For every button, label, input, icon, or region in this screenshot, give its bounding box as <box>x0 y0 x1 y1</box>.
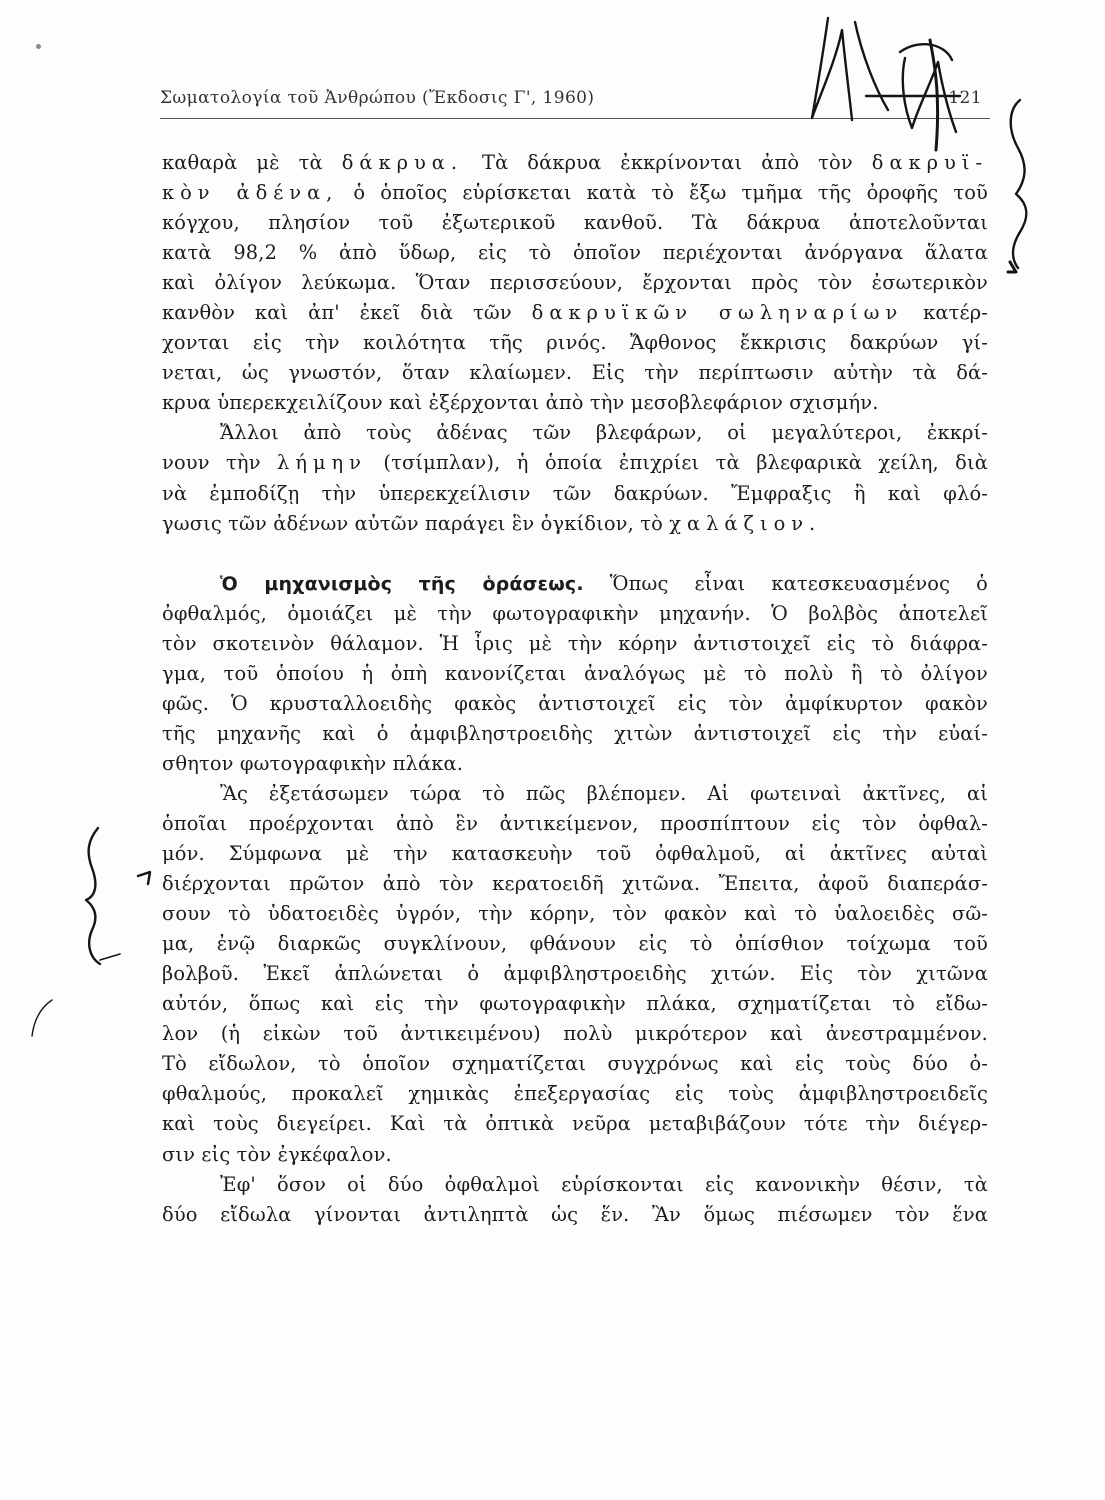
text-line: κρυα ὑπερεκχειλίζουν καὶ ἐξέρχονται ἀπὸ τὴν μεσοβλεφάριον σχισμήν. <box>162 391 879 415</box>
text-line: Ὁ μηχανισμὸς τῆς ὁράσεως. Ὅπως εἶναι κατεσκευασμένος ὁ <box>220 571 988 595</box>
header-title: Σωματολογία τοῦ Ἀνθρώπου (Ἔκδοσις Γ', 1960) <box>160 88 595 108</box>
spaced-term: δακρυϊκῶν σωληναρίων <box>531 301 904 325</box>
text-line: νεται, ὡς γνωστόν, ὅταν κλαίωμεν. Εἰς τὴν περίπτωσιν αὐτὴν τὰ δά- <box>162 361 988 385</box>
text-line: κόγχου, πλησίον τοῦ ἐξωτερικοῦ κανθοῦ. Τὰ δάκρυα ἀποτελοῦνται <box>162 211 988 235</box>
paragraph-vision-mechanism <box>162 569 988 779</box>
left-brace <box>86 828 100 964</box>
text-line: σθητον φωτογραφικὴν πλάκα. <box>162 751 464 775</box>
text-line: κανθὸν καὶ ἀπ' ἐκεῖ διὰ τῶν δακρυϊκῶν σωληναρίων κατέρ- <box>162 301 988 325</box>
margin-mark <box>32 1000 52 1036</box>
text-line: γμα, τοῦ ὁποίου ἡ ὀπὴ κανονίζεται ἀναλόγως μὲ τὸ πολὺ ἢ τὸ ὀλίγον <box>162 661 988 685</box>
text-line: κατὰ 98,2 % ἀπὸ ὕδωρ, εἰς τὸ ὁποῖον περιέχονται ἀνόργανα ἅλατα <box>162 241 988 265</box>
spaced-term: κὸν ἀδένα, <box>162 181 339 205</box>
text-line: χονται εἰς τὴν κοιλότητα τῆς ρινός. Ἄφθονος ἔκκρισις δακρύων γί- <box>162 331 988 355</box>
text-line: καὶ τοὺς διεγείρει. Καὶ τὰ ὀπτικὰ νεῦρα μεταβιβάζουν τότε τὴν διέγερ- <box>162 1112 988 1136</box>
paragraph-gap <box>162 539 988 569</box>
text-line: βολβοῦ. Ἐκεῖ ἁπλώνεται ὁ ἀμφιβληστροειδὴς χιτών. Εἰς τὸν χιτῶνα <box>162 962 988 986</box>
paragraph-how-we-see <box>162 779 988 1170</box>
text-line: σουν τὸ ὑδατοειδὲς ὑγρόν, τὴν κόρην, τὸν φακὸν καὶ τὸ ὑαλοειδὲς σῶ- <box>162 902 988 926</box>
spaced-term: δακρυϊ- <box>871 151 988 174</box>
running-header <box>160 88 990 116</box>
text-line: μόν. Σύμφωνα μὲ τὴν κατασκευὴν τοῦ ὀφθαλμοῦ, αἱ ἀκτῖνες αὐταὶ <box>162 842 988 866</box>
text-line: μα, ἐνῷ διαρκῶς συγκλίνουν, φθάνουν εἰς τὸ ὀπίσθιον τοίχωμα τοῦ <box>162 932 988 956</box>
margin-mark <box>100 954 120 960</box>
text-line: Ἄλλοι ἀπὸ τοὺς ἀδένας τῶν βλεφάρων, οἱ μεγαλύτεροι, ἐκκρί- <box>220 421 988 445</box>
section-heading: Ὁ μηχανισμὸς τῆς ὁράσεως. <box>220 572 584 595</box>
text-line: Τὸ εἴδωλον, τὸ ὁποῖον σχηματίζεται συγχρόνως καὶ εἰς τοὺς δύο ὀ- <box>162 1052 988 1076</box>
right-brace <box>1011 100 1027 268</box>
text-line: Ἐφ' ὅσον οἱ δύο ὀφθαλμοὶ εὑρίσκονται εἰς κανονικὴν θέσιν, τὰ <box>220 1172 988 1196</box>
text-line: σιν εἰς τὸν ἐγκέφαλον. <box>162 1142 392 1166</box>
text-line: νὰ ἐμποδίζῃ τὴν ὑπερεκχείλισιν τῶν δακρύων. Ἔμφραξις ἢ καὶ φλό- <box>162 481 988 505</box>
paragraph-two-images <box>162 1170 988 1230</box>
text-line: καὶ ὀλίγον λεύκωμα. Ὅταν περισσεύουν, ἔρχονται πρὸς τὸν ἐσωτερικὸν <box>162 271 988 295</box>
main-text <box>162 148 988 1230</box>
header-rule <box>160 118 990 119</box>
text-line: διέρχονται πρῶτον ἀπὸ τὸν κερατοειδῆ χιτῶνα. Ἔπειτα, ἀφοῦ διαπεράσ- <box>162 872 988 896</box>
page-number: 121 <box>948 88 982 108</box>
text-line: κὸν ἀδένα, ὁ ὁποῖος εὑρίσκεται κατὰ τὸ ἔξω τμῆμα τῆς ὀροφῆς τοῦ <box>162 181 988 205</box>
text-line: φθαλμούς, προκαλεῖ χημικὰς ἐπεξεργασίας εἰς τοὺς ἀμφιβληστροειδεῖς <box>162 1082 988 1106</box>
text-line: ὀφθαλμός, ὁμοιάζει μὲ τὴν φωτογραφικὴν μηχανήν. Ὁ βολβὸς ἀποτελεῖ <box>162 601 988 625</box>
text-line: ὁποῖαι προέρχονται ἀπὸ ἓν ἀντικείμενον, προσπίπτουν εἰς τὸν ὀφθαλ- <box>162 811 988 835</box>
text-line: νουν τὴν λήμην (τσίμπλαν), ἡ ὁποία ἐπιχρίει τὰ βλεφαρικὰ χείλη, διὰ <box>162 451 988 475</box>
text-line: αὐτόν, ὅπως καὶ εἰς τὴν φωτογραφικὴν πλάκα, σχηματίζεται τὸ εἴδω- <box>162 992 988 1016</box>
text-line: γωσις τῶν ἀδένων αὐτῶν παράγει ἓν ὀγκίδιον, τὸ χαλάζιον. <box>162 511 822 535</box>
text-line: Ἂς ἐξετάσωμεν τώρα τὸ πῶς βλέπομεν. Αἱ φωτειναὶ ἀκτῖνες, αἱ <box>220 781 988 805</box>
spaced-term: λήμην <box>277 451 367 475</box>
text-line: φῶς. Ὁ κρυσταλλοειδὴς φακὸς ἀντιστοιχεῖ εἰς τὸν ἀμφίκυρτον φακὸν <box>162 691 988 715</box>
text-line: τῆς μηχανῆς καὶ ὁ ἀμφιβληστροειδὴς χιτὼν ἀντιστοιχεῖ εἰς τὴν εὐαί- <box>162 721 988 745</box>
text-line: καθαρὰ μὲ τὰ δάκρυα. Τὰ δάκρυα ἐκκρίνονται ἀπὸ τὸν δακρυϊ- <box>162 151 988 174</box>
paragraph-tears <box>162 148 988 418</box>
text-line: τὸν σκοτεινὸν θάλαμον. Ἡ ἶρις μὲ τὴν κόρην ἀντιστοιχεῖ εἰς τὸ διάφρα- <box>162 631 988 655</box>
text-line: λον (ἡ εἰκὼν τοῦ ἀντικειμένου) πολὺ μικρότερον καὶ ἀνεστραμμένον. <box>162 1022 988 1046</box>
paragraph-eyelid-glands <box>162 418 988 538</box>
speck <box>36 44 41 49</box>
margin-mark <box>138 872 150 884</box>
text-line: δύο εἴδωλα γίνονται ἀντιληπτὰ ὡς ἕν. Ἂν ὅμως πιέσωμεν τὸν ἕνα <box>162 1202 988 1226</box>
spaced-term: δάκρυα. <box>341 151 464 174</box>
spaced-term: χαλάζιον. <box>669 511 822 535</box>
